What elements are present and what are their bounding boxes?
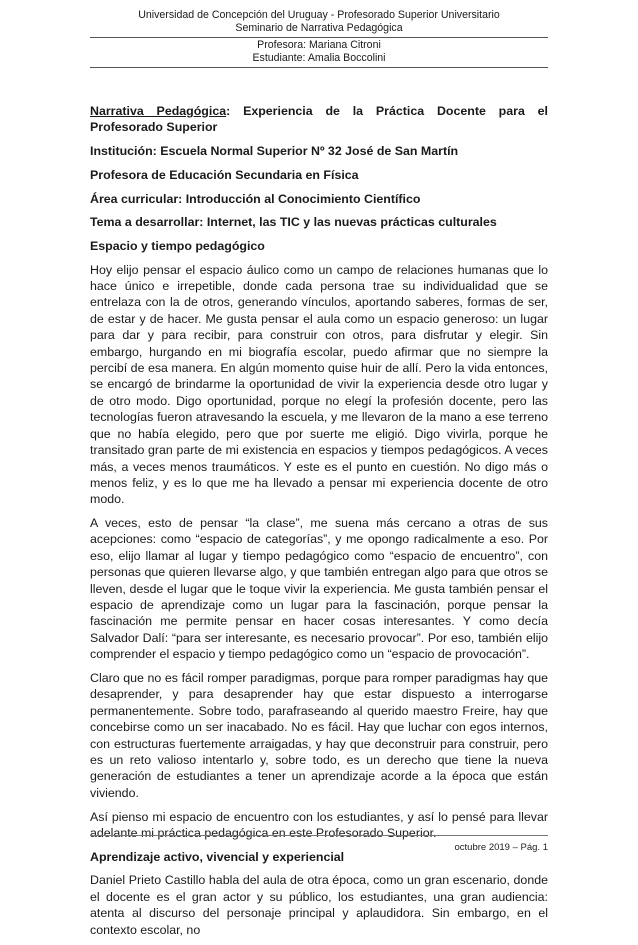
section-heading-espacio: Espacio y tiempo pedagógico (90, 238, 265, 253)
paragraph-1: Hoy elijo pensar el espacio áulico como un campo de relaciones humanas que lo hace único e irrepetible, donde cada persona trae su individualidad que se entrelaza con la de otros, generando vínculos, aportando saberes, formas de ser, de estar y de hacer. Me gusta pensar el aula como un espacio generoso: un lugar para dar y para recibir, para construir con otros, para disfrutar y elegir. Sin embargo, hurgando en mi biografía escolar, puedo afirmar que no siempre la percibí de esa manera. En algún momento quise huir de allí. Pero la vida entonces, se encargó de brindarme la oportunidad de vivir la experiencia desde otro lugar y de otro modo. Digo oportunidad, porque no elegí la profesión docente, pero las tecnologías fueron atravesando la escuela, y me llevaron de la mano a ese terreno que no había elegido, pero que por suerte me eligió. Digo vivirla, porque he transitado gran parte de mi existencia en espacios y tiempos pedagógicos. A veces más, a veces menos traumáticos. Y este es el punto en cuestión. No digo más o menos feliz, y es lo que me ha llevado a pensar mi experiencia docente de otro modo. (90, 262, 548, 507)
document-body (90, 103, 548, 945)
header-divider-top (90, 37, 548, 38)
page-header (90, 9, 548, 35)
info-area: Área curricular: Introducción al Conocimiento Científico (90, 191, 421, 206)
info-topic: Tema a desarrollar: Internet, las TIC y las nuevas prácticas culturales (90, 215, 497, 230)
paragraph-4: Así pienso mi espacio de encuentro con los estudiantes, y así lo pensé para llevar adelante mi práctica pedagógica en este Profesorado Superior. (90, 809, 548, 840)
paragraph-5: Daniel Prieto Castillo habla del aula de otra época, como un gran escenario, donde el docente es el gran actor y su público, los estudiantes, una gran audiencia: atenta al discurso del personaje principal y aplaudidora. Sin embargo, en el contexto escolar, no (90, 873, 548, 937)
page-footer: octubre 2019 – Pág. 1 (454, 842, 548, 853)
title-rest: : Experiencia de la Práctica Docente para el Profesorado Superior (90, 104, 548, 135)
page-header-authors (90, 39, 548, 65)
section-heading-aprendizaje: Aprendizaje activo, vivencial y experiencial (90, 849, 345, 864)
document-title (90, 103, 548, 136)
paragraph-2: A veces, esto de pensar “la clase”, me suena más cercano a otras de sus acepciones: como “espacio de categorías”, y me opongo radicalmente a eso. Por eso, elijo llamar al lugar y tiempo pedagógico como “espacio de encuentro”, con personas que quieren llevarse algo, y que también entregan algo para que otros se lleven, desde el lugar que le toque vivir la experiencia. Me gusta también pensar el espacio de aprendizaje como un lugar para la fascinación, porque pensar la fascinación me permite pensar en hacer cosas interesantes. Y como decía Salvador Dalí: “para ser interesante, es necesario provocar”. Por eso, también elijo comprender el espacio y tiempo pedagógico como un “espacio de provocación”. (90, 516, 548, 662)
footer-divider (90, 835, 548, 836)
header-student: Estudiante: Amalia Boccolini (252, 51, 386, 64)
header-seminar: Seminario de Narrativa Pedagógica (235, 21, 403, 34)
title-prefix: Narrativa Pedagógica (90, 104, 227, 118)
info-professor: Profesora de Educación Secundaria en Física (90, 167, 359, 182)
header-divider-bottom (90, 67, 548, 68)
header-professor: Profesora: Mariana Citroni (257, 39, 381, 51)
paragraph-3: Claro que no es fácil romper paradigmas, porque para romper paradigmas hay que desaprender, y para desaprender hay que estar dispuesto a interrogarse permanentemente. Sobre todo, parafraseando al querido maestro Freire, hay que concebirse como un ser inacabado. No es fácil. Hay que luchar con egos internos, con estructuras fuertemente arraigadas, y hay que deconstruir para construir, pero es un reto valioso intentarlo y, sobre todo, es un derecho que tiene la nueva generación de estudiantes a tener un aprendizaje acorde a la época que están viviendo. (90, 670, 548, 800)
info-institution: Institución: Escuela Normal Superior Nº 32 José de San Martín (90, 144, 459, 159)
header-university: Universidad de Concepción del Uruguay - Profesorado Superior Universitario (138, 9, 500, 21)
